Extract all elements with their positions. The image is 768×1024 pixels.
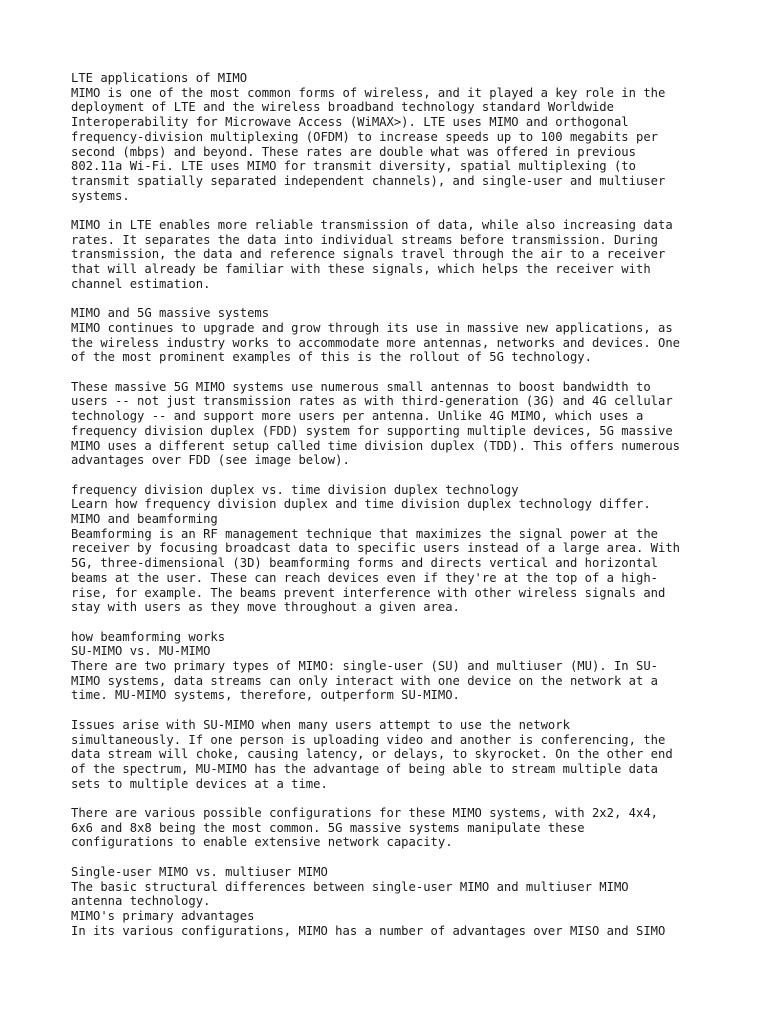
- text-line: Interoperability for Microwave Access (WiMAX>). LTE uses MIMO and orthogonal: [71, 115, 629, 130]
- text-line: that will already be familiar with these signals, which helps the receiver with: [71, 262, 651, 277]
- document-page: [71, 71, 711, 938]
- text-line: the wireless industry works to accommodate more antennas, networks and devices. One: [71, 335, 681, 350]
- text-line: MIMO in LTE enables more reliable transmission of data, while also increasing data: [71, 218, 673, 233]
- text-block: [71, 71, 711, 203]
- text-line: time. MU-MIMO systems, therefore, outperform SU-MIMO.: [71, 688, 460, 703]
- text-line: users -- not just transmission rates as with third-generation (3G) and 4G cellular: [71, 394, 673, 409]
- paragraph-spacer: [71, 791, 711, 806]
- text-line: technology -- and support more users per antenna. Unlike 4G MIMO, which uses a: [71, 409, 644, 424]
- text-line: of the spectrum, MU-MIMO has the advantage of being able to stream multiple data: [71, 761, 658, 776]
- text-line: receiver by focusing broadcast data to specific users instead of a large area. With: [71, 541, 681, 556]
- text-line: deployment of LTE and the wireless broadband technology standard Worldwide: [71, 100, 614, 115]
- text-line: stay with users as they move throughout a given area.: [71, 600, 460, 615]
- paragraph-spacer: [71, 292, 711, 307]
- text-line: simultaneously. If one person is uploading video and another is conferencing, the: [71, 732, 666, 747]
- text-line: Single-user MIMO vs. multiuser MIMO: [71, 864, 328, 879]
- text-line: frequency division duplex vs. time division duplex technology: [71, 482, 519, 497]
- text-line: MIMO continues to upgrade and grow through its use in massive new applications, as: [71, 320, 673, 335]
- text-line: beams at the user. These can reach devices even if they're at the top of a high-: [71, 570, 658, 585]
- text-line: MIMO systems, data streams can only interact with one device on the network at a: [71, 673, 658, 688]
- text-line: LTE applications of MIMO: [71, 71, 248, 85]
- text-line: Issues arise with SU-MIMO when many users attempt to use the network: [71, 717, 570, 732]
- text-line: rates. It separates the data into individual streams before transmission. During: [71, 232, 658, 247]
- text-block: [71, 218, 711, 292]
- paragraph-spacer: [71, 615, 711, 630]
- text-line: MIMO uses a different setup called time division duplex (TDD). This offers numerous: [71, 438, 681, 453]
- text-line: frequency division duplex (FDD) system for supporting multiple devices, 5G massive: [71, 423, 673, 438]
- paragraph-spacer: [71, 703, 711, 718]
- text-line: There are various possible configurations for these MIMO systems, with 2x2, 4x4,: [71, 806, 658, 821]
- paragraph-spacer: [71, 468, 711, 483]
- text-block: [71, 630, 711, 704]
- text-line: MIMO and 5G massive systems: [71, 306, 270, 321]
- text-line: second (mbps) and beyond. These rates are double what was offered in previous: [71, 144, 636, 159]
- text-line: 5G, three-dimensional (3D) beamforming forms and directs vertical and horizontal: [71, 556, 658, 571]
- paragraph-spacer: [71, 203, 711, 218]
- paragraph-spacer: [71, 365, 711, 380]
- text-block: [71, 483, 711, 615]
- text-line: MIMO's primary advantages: [71, 908, 255, 923]
- text-line: There are two primary types of MIMO: single-user (SU) and multiuser (MU). In SU-: [71, 659, 658, 674]
- text-line: SU-MIMO vs. MU-MIMO: [71, 644, 211, 659]
- text-block: [71, 306, 711, 365]
- text-line: 6x6 and 8x8 being the most common. 5G massive systems manipulate these: [71, 820, 585, 835]
- text-line: systems.: [71, 188, 130, 203]
- text-line: MIMO and beamforming: [71, 512, 218, 527]
- text-line: configurations to enable extensive network capacity.: [71, 835, 453, 850]
- text-line: advantages over FDD (see image below).: [71, 453, 350, 468]
- text-line: The basic structural differences between single-user MIMO and multiuser MIMO: [71, 879, 629, 894]
- text-block: [71, 380, 711, 468]
- text-block: [71, 718, 711, 792]
- paragraph-spacer: [71, 850, 711, 865]
- text-line: transmission, the data and reference signals travel through the air to a receiver: [71, 247, 666, 262]
- text-line: how beamforming works: [71, 629, 226, 644]
- text-line: frequency-division multiplexing (OFDM) to increase speeds up to 100 megabits per: [71, 129, 658, 144]
- text-line: transmit spatially separated independent channels), and single-user and multiuser: [71, 173, 666, 188]
- text-line: Beamforming is an RF management technique that maximizes the signal power at the: [71, 526, 658, 541]
- text-line: of the most prominent examples of this is the rollout of 5G technology.: [71, 350, 592, 365]
- text-block: [71, 806, 711, 850]
- text-line: channel estimation.: [71, 276, 211, 291]
- text-line: In its various configurations, MIMO has a number of advantages over MISO and SIMO: [71, 923, 666, 938]
- text-line: MIMO is one of the most common forms of wireless, and it played a key role in the: [71, 85, 666, 100]
- text-line: antenna technology.: [71, 894, 211, 909]
- text-line: 802.11a Wi-Fi. LTE uses MIMO for transmit diversity, spatial multiplexing (to: [71, 159, 636, 174]
- text-line: Learn how frequency division duplex and time division duplex technology differ.: [71, 497, 651, 512]
- text-line: rise, for example. The beams prevent interference with other wireless signals and: [71, 585, 666, 600]
- text-line: sets to multiple devices at a time.: [71, 776, 328, 791]
- text-line: data stream will choke, causing latency, or delays, to skyrocket. On the other end: [71, 747, 673, 762]
- text-line: These massive 5G MIMO systems use numerous small antennas to boost bandwidth to: [71, 379, 651, 394]
- text-block: [71, 865, 711, 939]
